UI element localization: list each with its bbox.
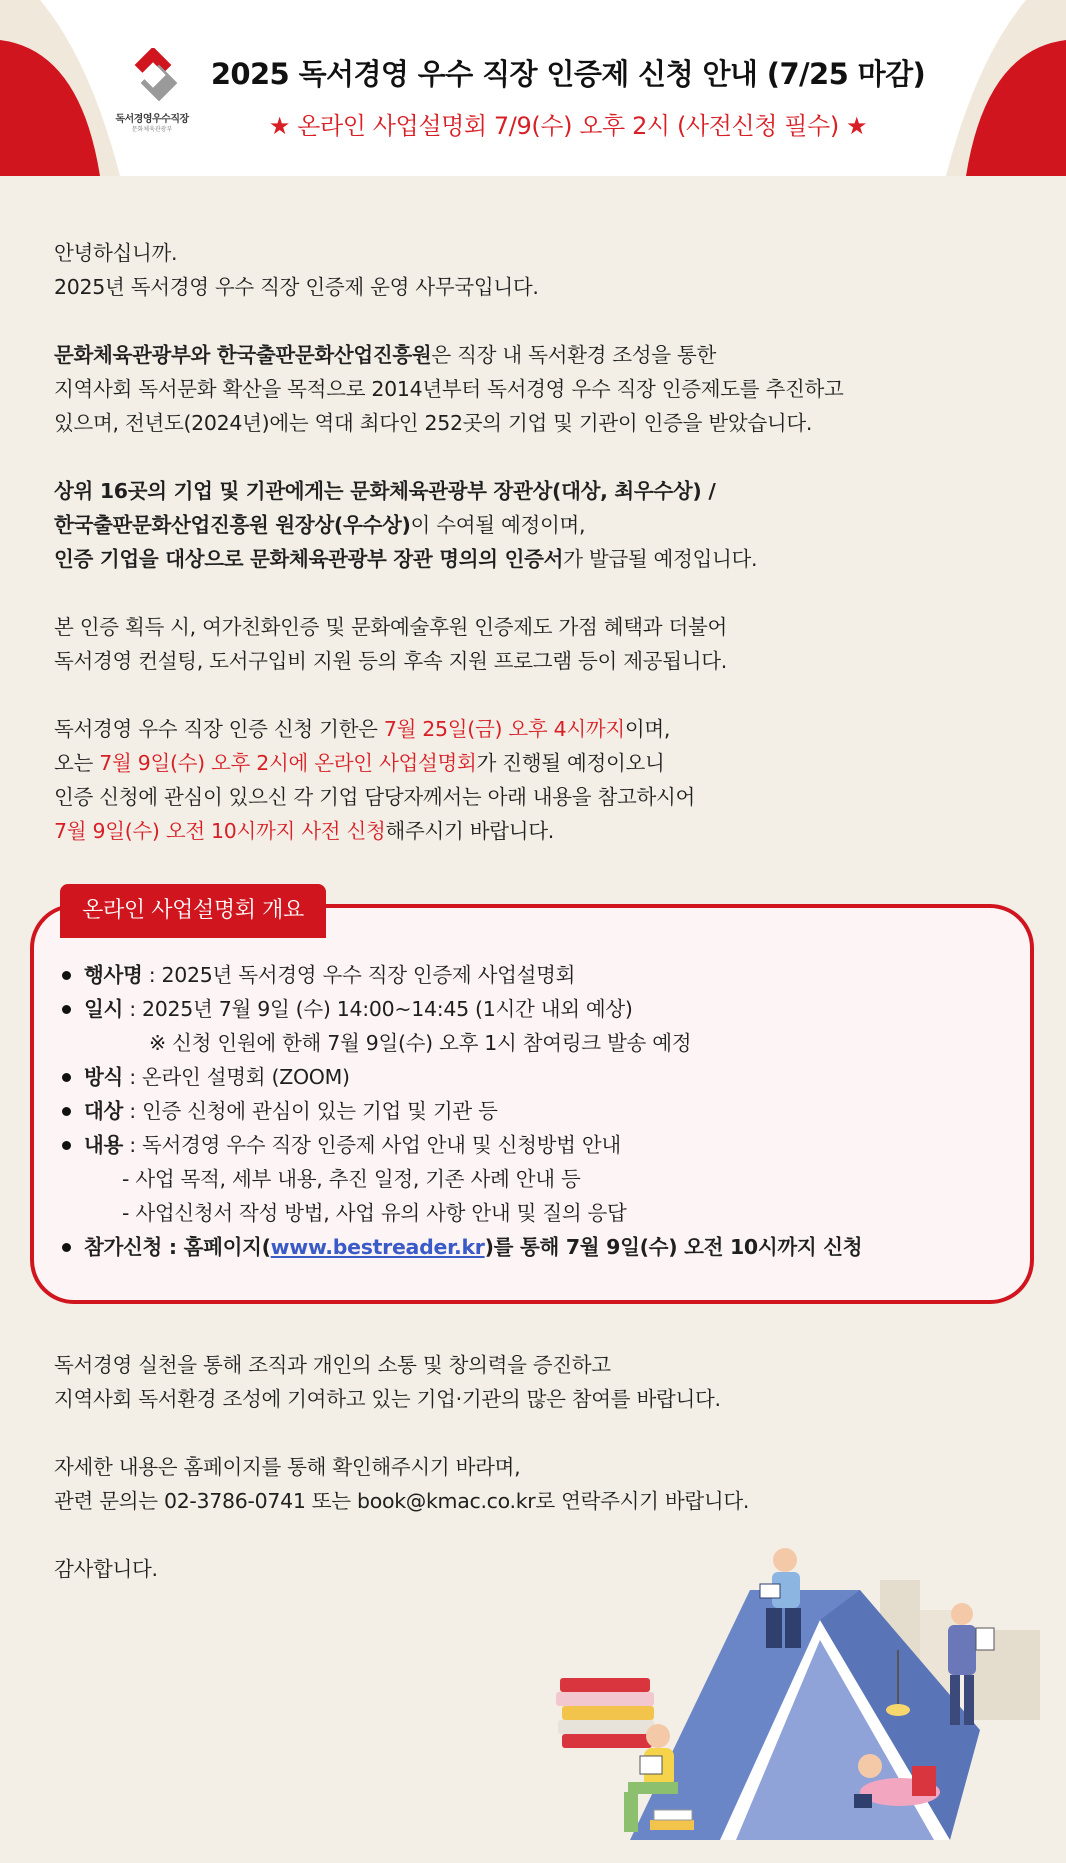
background-paragraph [54,338,1014,440]
benefits-paragraph [54,610,1014,678]
apply-label: 참가신청 : 홈페이지( [84,1235,271,1259]
bullet-icon [62,1073,71,1082]
text-line: 자세한 내용은 홈페이지를 통해 확인해주시기 바라며, [54,1455,521,1479]
preregistration-highlight: 7월 9일(수) 오전 10시까지 사전 신청 [54,819,386,843]
text-line: 독서경영 실천을 통해 조직과 개인의 소통 및 창의력을 증진하고 [54,1353,611,1377]
text-line: 지역사회 독서문화 확산을 목적으로 2014년부터 독서경영 우수 직장 인증제도를 추진하고 [54,377,844,401]
text-line: 인증 신청에 관심이 있으신 각 기업 담당자께서는 아래 내용을 참고하시어 [54,785,696,809]
item-value: : 인증 신청에 관심이 있는 기업 및 기관 등 [123,1099,498,1123]
organizers-text: 문화체육관광부와 한국출판문화산업진흥원 [54,343,432,367]
homepage-link[interactable]: www.bestreader.kr [270,1235,485,1259]
content-subitem: - 사업 목적, 세부 내용, 추진 일정, 기존 사례 안내 등 [122,1167,581,1191]
bullet-icon [62,1005,71,1014]
reading-people-illustration [540,1530,1066,1863]
greeting-line: 안녕하십니까. [54,241,178,265]
text-line: 있으며, 전년도(2024년)에는 역대 최다인 252곳의 기업 및 기관이 인증을 받았습니다. [54,411,813,435]
item-label: 방식 [84,1065,124,1089]
awards-text: 상위 16곳의 기업 및 기관에게는 문화체육관광부 장관상(대상, 최우수상) / [54,479,716,503]
item-value: : 독서경영 우수 직장 인증제 사업 안내 및 신청방법 안내 [123,1133,621,1157]
item-label: 내용 [84,1133,124,1157]
list-item-date [62,992,1022,1026]
item-label: 행사명 [84,963,143,987]
bullet-icon [62,1243,71,1252]
text-span: 해주시기 바랍니다. [385,819,554,843]
item-label: 대상 [84,1099,124,1123]
list-item-apply [62,1230,1022,1264]
item-label: 일시 [84,997,124,1021]
text-line: 독서경영 컨설팅, 도서구입비 지원 등의 후속 지원 프로그램 등이 제공됩니다. [54,649,727,673]
certificate-text: 인증 기업을 대상으로 문화체육관광부 장관 명의의 인증서 [54,547,564,571]
seminar-highlight: 7월 9일(수) 오후 2시에 온라인 사업설명회 [99,751,477,775]
text-span: 오는 [54,751,100,775]
deadline-highlight: 7월 25일(금) 오후 4시까지 [383,717,625,741]
text-span: 이며, [624,717,671,741]
item-value: : 2025년 독서경영 우수 직장 인증제 사업설명회 [142,963,576,987]
list-item-method [62,1060,1022,1094]
list-item-event [62,958,1022,992]
award-text: 한국출판문화산업진흥원 원장상(우수상) [54,513,411,537]
logo [104,48,200,138]
header-decoration-right [926,0,1066,176]
awards-paragraph [54,474,1014,576]
contact-line: 관련 문의는 02-3786-0741 또는 book@kmac.co.kr로 연락주시기 바랍니다. [54,1489,750,1513]
seminar-tab-label: 온라인 사업설명회 개요 [60,884,326,938]
thanks-line: 감사합니다. [54,1557,158,1581]
logo-subtext: 문화체육관광부 [131,126,173,133]
header-banner [0,0,1066,176]
apply-value: )를 통해 7월 9일(수) 오전 10시까지 신청 [484,1235,863,1259]
closing-paragraph [54,1348,1014,1416]
greeting-line: 2025년 독서경영 우수 직장 인증제 운영 사무국입니다. [54,275,539,299]
item-value: : 온라인 설명회 (ZOOM) [123,1065,350,1089]
logo-mark-icon [126,48,182,104]
bullet-icon [62,1141,71,1150]
bullet-icon [62,1107,71,1116]
content-subitem: - 사업신청서 작성 방법, 사업 유의 사항 안내 및 질의 응답 [122,1201,627,1225]
intro-body [54,236,1014,882]
contact-paragraph [54,1450,1014,1518]
item-value: : 2025년 7월 9일 (수) 14:00~14:45 (1시간 내외 예상) [123,997,633,1021]
deadline-paragraph [54,712,1014,848]
text-line: 지역사회 독서환경 조성에 기여하고 있는 기업·기관의 많은 참여를 바랍니다. [54,1387,721,1411]
seminar-details-list [62,958,1022,1264]
page-title: 2025 독서경영 우수 직장 인증제 신청 안내 (7/25 마감) [210,57,926,91]
date-note: ※ 신청 인원에 한해 7월 9일(수) 오후 1시 참여링크 발송 예정 [149,1031,692,1055]
greeting-paragraph [54,236,1014,304]
logo-text: 독서경영우수직장 [115,114,189,125]
text-span: 은 직장 내 독서환경 조성을 통한 [431,343,717,367]
page-subtitle: ★ 온라인 사업설명회 7/9(수) 오후 2시 (사전신청 필수) ★ [268,112,868,140]
list-item-content [62,1128,1022,1162]
text-line: 본 인증 획득 시, 여가친화인증 및 문화예술후원 인증제도 가점 혜택과 더불어 [54,615,727,639]
list-item-target [62,1094,1022,1128]
text-span: 이 수여될 예정이며, [410,513,586,537]
text-span: 가 진행될 예정이오니 [476,751,665,775]
text-span: 독서경영 우수 직장 인증 신청 기한은 [54,717,384,741]
bullet-icon [62,971,71,980]
text-span: 가 발급될 예정입니다. [563,547,758,571]
